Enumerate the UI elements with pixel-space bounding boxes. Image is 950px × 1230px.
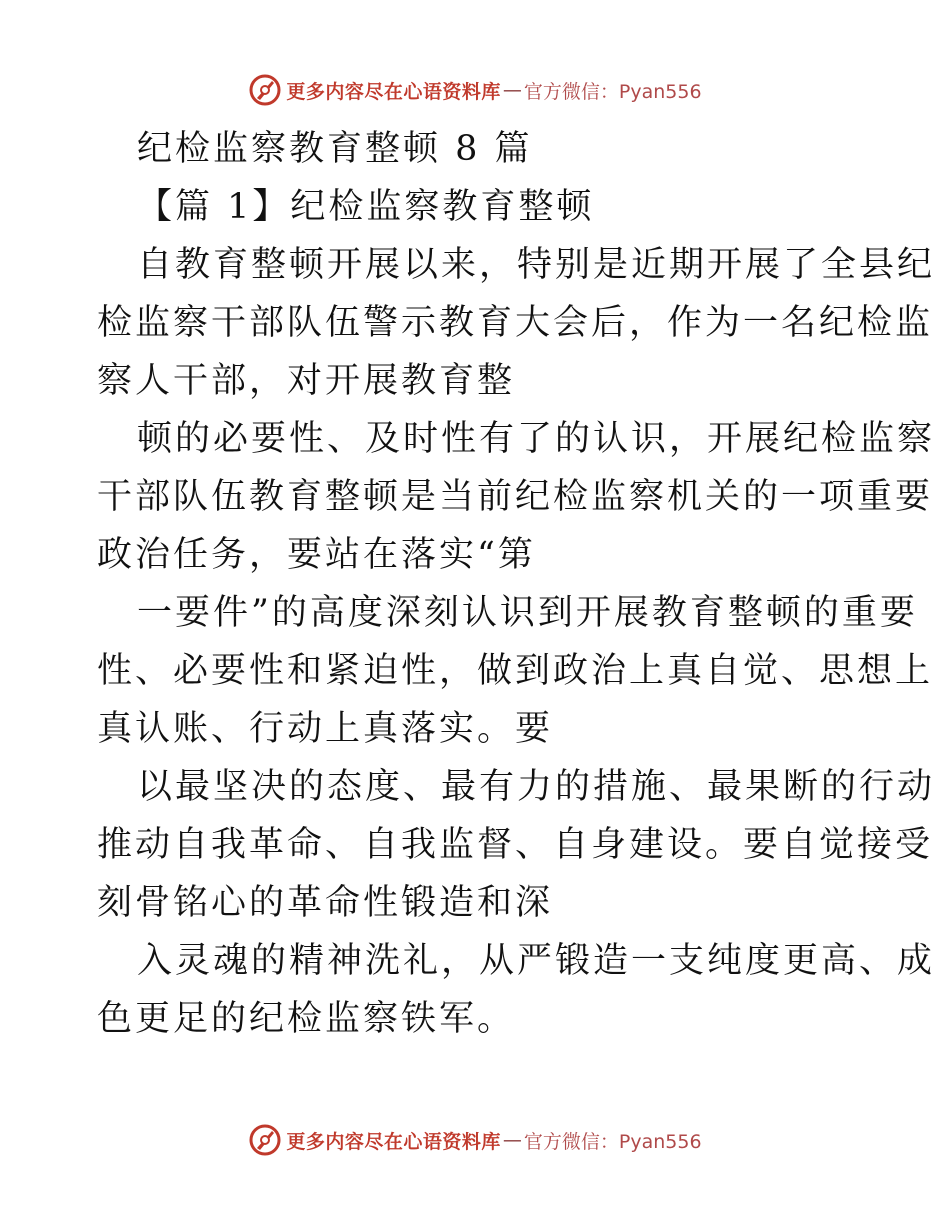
document-title: 纪检监察教育整顿 8 篇: [137, 129, 533, 169]
footer-watermark: [0, 1120, 950, 1160]
text-line: 入灵魂的精神洗礼，从严锻造一支纯度更高、成: [137, 941, 936, 981]
watermark-site: 更多内容尽在心语资料库: [286, 1130, 501, 1153]
text-line: 干部队伍教育整顿是当前纪检监察机关的一项重要: [97, 477, 934, 517]
text-line: 推动自我革命、自我监督、自身建设。要自觉接受: [97, 825, 934, 865]
section-heading: 【篇 1】纪检监察教育整顿: [137, 187, 595, 227]
text-line: 顿的必要性、及时性有了的认识，开展纪检监察: [137, 419, 936, 459]
text-line: 察人干部，对开展教育整: [97, 361, 516, 401]
watermark-wechat: 官方微信：Pyan556: [523, 80, 702, 103]
text-line: 一要件”的高度深刻认识到开展教育整顿的重要: [137, 593, 918, 633]
watermark-wechat: 官方微信：Pyan556: [523, 1130, 702, 1153]
text-line: 自教育整顿开展以来，特别是近期开展了全县纪: [137, 245, 936, 285]
quill-logo-icon: [248, 73, 282, 107]
quill-logo-icon: [248, 1123, 282, 1157]
document-body: [97, 120, 936, 1048]
watermark-separator: —: [502, 1129, 522, 1151]
header-watermark: [0, 70, 950, 110]
text-line: 性、必要性和紧迫性，做到政治上真自觉、思想上: [97, 651, 934, 691]
text-line: 色更足的纪检监察铁军。: [97, 999, 516, 1039]
text-line: 检监察干部队伍警示教育大会后，作为一名纪检监: [97, 303, 934, 343]
watermark-site: 更多内容尽在心语资料库: [286, 80, 501, 103]
text-line: 刻骨铭心的革命性锻造和深: [97, 883, 554, 923]
text-line: 真认账、行动上真落实。要: [97, 709, 554, 749]
text-line: 以最坚决的态度、最有力的措施、最果断的行动: [137, 767, 936, 807]
text-line: 政治任务，要站在落实“第: [97, 535, 536, 575]
paragraph-lines: [97, 236, 936, 1048]
watermark-separator: —: [502, 79, 522, 101]
